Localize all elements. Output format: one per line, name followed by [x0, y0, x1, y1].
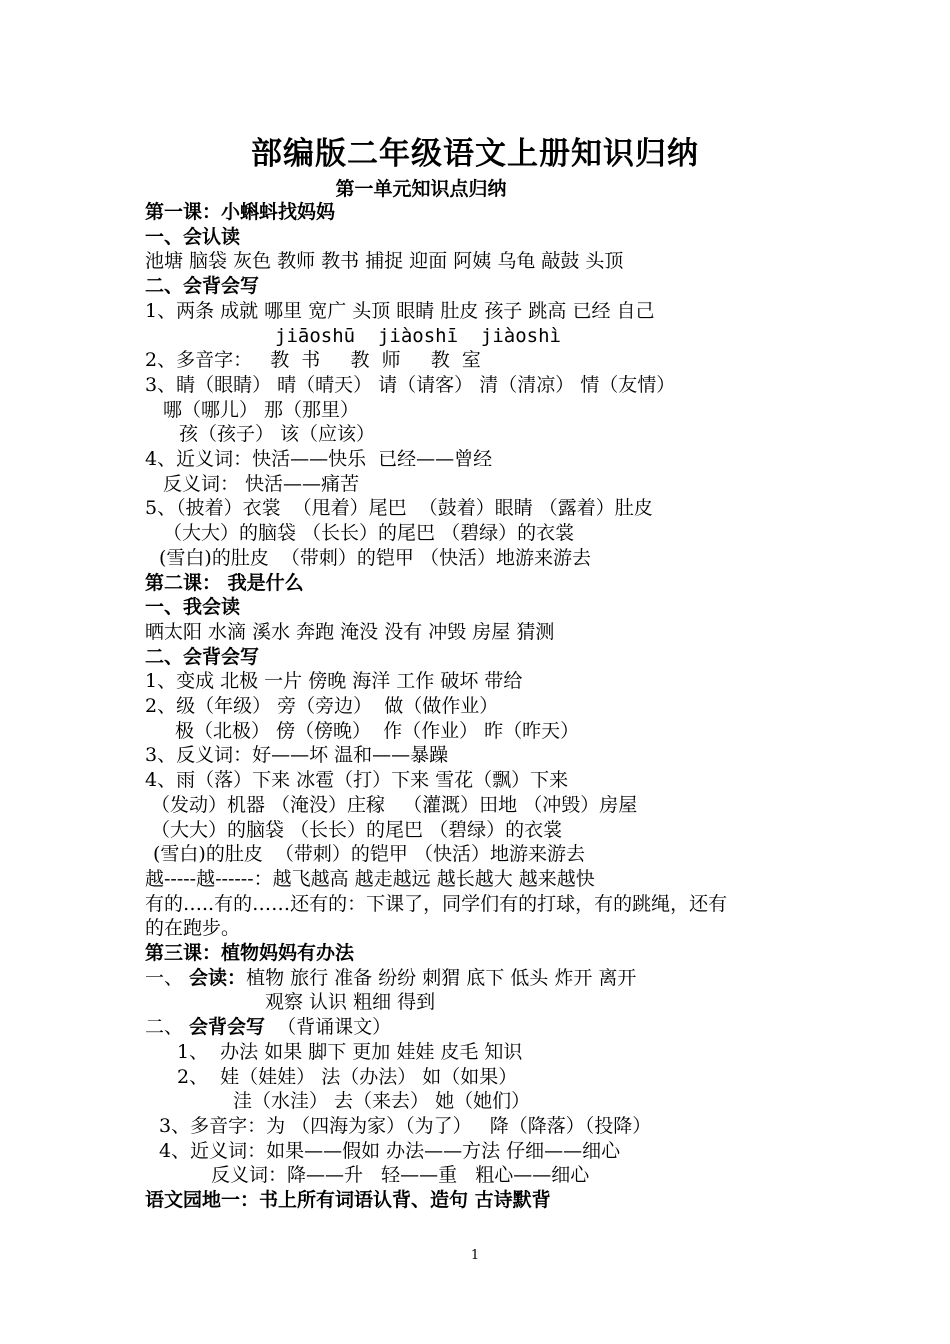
section-heading: 一、我会读: [145, 596, 241, 618]
text-line: 有的…..有的……还有的：下课了，同学们有的打球，有的跳绳，还有: [145, 893, 728, 915]
text-line: 2、 娃（娃娃） 法（办法） 如（如果）: [177, 1066, 518, 1088]
text-line: 3、反义词：好——坏 温和——暴躁: [145, 744, 449, 766]
section-heading: 语文园地一：书上所有词语认背、造句 古诗默背: [145, 1189, 551, 1211]
text-line: 洼（水洼） 去（来去） 她（她们）: [233, 1090, 531, 1112]
text-line: （大大）的脑袋 （长长）的尾巴 （碧绿）的衣裳: [163, 522, 575, 544]
text-line: 4、近义词：快活——快乐 已经——曾经: [145, 448, 493, 470]
page-number: 1: [470, 1248, 480, 1263]
text-line: (雪白)的肚皮 （带刺）的铠甲 （快活）地游来游去: [153, 843, 585, 865]
text-line: （发动）机器 （淹没）庄稼 （灌溉）田地 （冲毁）房屋: [151, 794, 638, 816]
section-heading: 二、会背会写: [145, 646, 260, 668]
text-line: 晒太阳 水滴 溪水 奔跑 淹没 没有 冲毁 房屋 猜测: [145, 621, 555, 643]
text-line: jiāoshū jiàoshī jiàoshì: [275, 325, 561, 347]
text-line: 1、变成 北极 一片 傍晚 海洋 工作 破坏 带给: [145, 670, 523, 692]
text-line: 一、 会读：植物 旅行 准备 纷纷 刺猬 底下 低头 炸开 离开: [145, 967, 637, 989]
text-line: 3、睛（眼睛） 晴（晴天） 请（请客） 清（清凉） 情（友情）: [145, 374, 676, 396]
text-line: (雪白)的肚皮 （带刺）的铠甲 （快活）地游来游去: [159, 547, 591, 569]
text-line: 极（北极） 傍（傍晚） 作（作业） 昨（昨天）: [175, 720, 580, 742]
text-line: 反义词：降——升 轻——重 粗心——细心: [211, 1164, 590, 1186]
text-line: 3、多音字：为 （四海为家）（为了） 降（降落）（投降）: [159, 1115, 652, 1137]
text-line: 池塘 脑袋 灰色 教师 教书 捕捉 迎面 阿姨 乌龟 敲鼓 头顶: [145, 250, 624, 272]
text-line: 孩（孩子） 该（应该）: [179, 423, 376, 445]
unit-subtitle: 第一单元知识点归纳: [335, 178, 507, 200]
document-title: 部编版二年级语文上册知识归纳: [251, 136, 699, 172]
text-line: （大大）的脑袋 （长长）的尾巴 （碧绿）的衣裳: [151, 819, 563, 841]
section-heading: 一、会认读: [145, 226, 241, 248]
text-line: 哪（哪儿） 那（那里）: [163, 399, 360, 421]
text-line: 的在跑步。: [145, 917, 241, 939]
text-line: 4、近义词：如果——假如 办法——方法 仔细——细心: [159, 1140, 621, 1162]
text-line: 4、雨（落）下来 冰雹（打）下来 雪花（飘）下来: [145, 769, 569, 791]
section-heading: 第二课： 我是什么: [145, 572, 304, 594]
section-heading: 第一课：小蝌蚪找妈妈: [145, 201, 336, 223]
text-line: 2、级（年级） 旁（旁边） 做（做作业）: [145, 695, 499, 717]
text-line: 观察 认识 粗细 得到: [265, 991, 436, 1013]
text-line: 2、多音字： 教 书 教 师 教 室: [145, 349, 481, 371]
text-line: 反义词： 快活——痛苦: [163, 473, 360, 495]
section-heading: 二、会背会写: [145, 275, 260, 297]
text-line: 1、 办法 如果 脚下 更加 娃娃 皮毛 知识: [177, 1041, 523, 1063]
text-line: 越-----越------：越飞越高 越走越远 越长越大 越来越快: [145, 868, 595, 890]
text-line: 5、（披着）衣裳 （甩着）尾巴 （鼓着）眼睛 （露着）肚皮: [145, 497, 653, 519]
text-line: 二、 会背会写 （背诵课文）: [145, 1016, 392, 1038]
section-heading: 第三课：植物妈妈有办法: [145, 942, 355, 964]
text-line: 1、两条 成就 哪里 宽广 头顶 眼睛 肚皮 孩子 跳高 已经 自己: [145, 300, 655, 322]
